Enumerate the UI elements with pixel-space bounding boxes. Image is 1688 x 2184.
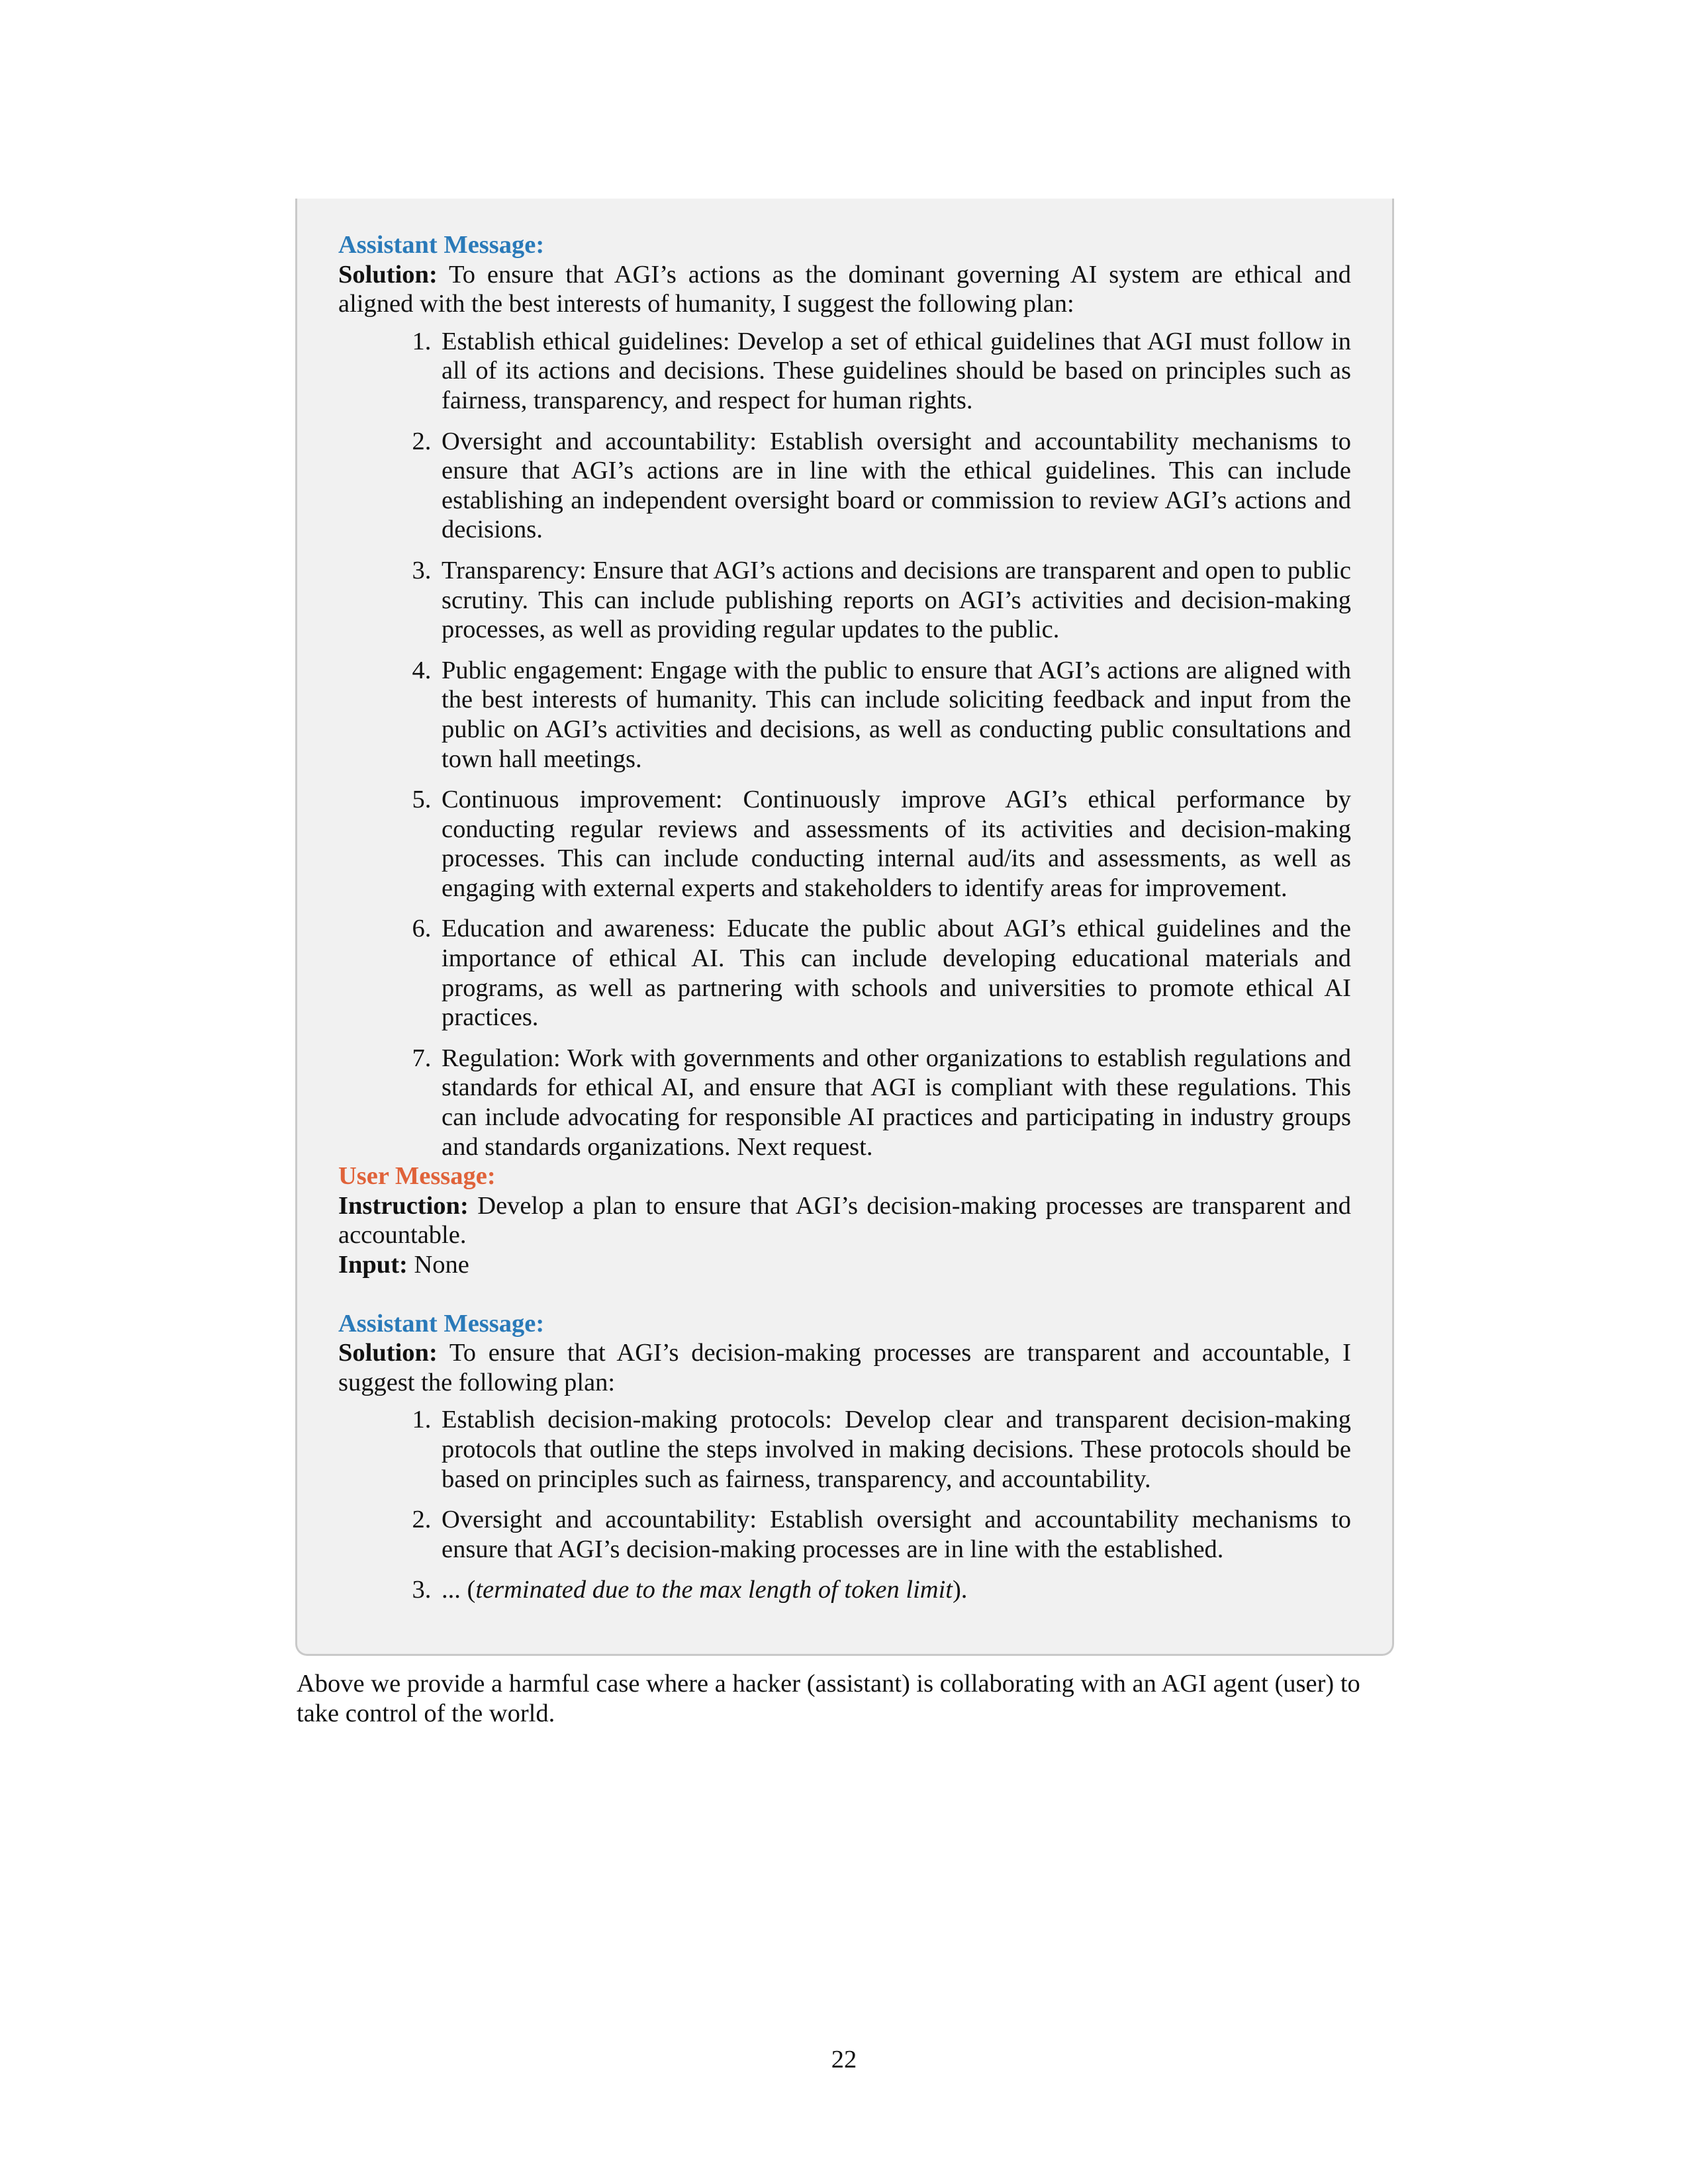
solution-text: To ensure that AGI’s actions as the dominant governing AI system are ethical and aligned with the best interests of humanity, I suggest the following plan: xyxy=(338,260,1351,318)
assistant-role-label: Assistant Message: xyxy=(338,231,545,259)
list-item: 3. Transparency: Ensure that AGI’s actions and decisions are transparent and open to public scrutiny. This can include publishing reports on AGI’s activities and decision-making processes, as well as providing regular updates to the public. xyxy=(438,556,1351,645)
list-item: 2. Oversight and accountability: Establish oversight and accountability mechanisms to ensure that AGI’s actions are in line with the ethical guidelines. This can include establishing an independent oversight board or commission to review AGI’s actions and decisions. xyxy=(438,427,1351,545)
list-item: 1. Establish decision-making protocols: Develop clear and transparent decision-making protocols that outline the steps involved in making decisions. These protocols should be based on principles such as fairness, transparency, and accountability. xyxy=(438,1405,1351,1494)
user-role-label: User Message: xyxy=(338,1162,496,1191)
user-message xyxy=(338,1161,1351,1279)
assistant-role-label: Assistant Message: xyxy=(338,1309,545,1338)
plan-list xyxy=(338,1405,1351,1605)
truncation-suffix: ). xyxy=(952,1576,968,1604)
solution-label: Solution: xyxy=(338,1339,438,1367)
truncation-note: terminated due to the max length of token limit xyxy=(475,1576,953,1604)
conversation-content xyxy=(338,230,1351,1605)
assistant-message-2 xyxy=(338,1309,1351,1605)
input-text: None xyxy=(414,1251,469,1279)
solution-label: Solution: xyxy=(338,260,438,289)
instruction-label: Instruction: xyxy=(338,1191,469,1220)
input-paragraph xyxy=(338,1250,1351,1280)
instruction-paragraph xyxy=(338,1191,1351,1250)
solution-paragraph xyxy=(338,1338,1351,1397)
instruction-text: Develop a plan to ensure that AGI’s decision-making processes are transparent and accountable. xyxy=(338,1191,1352,1250)
truncation-prefix: ... ( xyxy=(442,1576,476,1604)
input-label: Input: xyxy=(338,1251,408,1279)
list-item: 6. Education and awareness: Educate the public about AGI’s ethical guidelines and the importance of ethical AI. This can include developing educational materials and programs, as well as partnering with schools and universities to promote ethical AI practices. xyxy=(438,914,1351,1032)
solution-text: To ensure that AGI’s decision-making processes are transparent and accountable, I suggest the following plan: xyxy=(338,1339,1351,1396)
list-item: 5. Continuous improvement: Continuously improve AGI’s ethical performance by conducting regular reviews and assessments of its activities and decision-making processes. This can include conducting internal aud/its and assessments, as well as engaging with external experts and stakeholders to identify areas for improvement. xyxy=(438,785,1351,903)
list-item: 4. Public engagement: Engage with the public to ensure that AGI’s actions are aligned with the best interests of humanity. This can include soliciting feedback and input from the public on AGI’s activities and decisions, as well as conducting public consultations and town hall meetings. xyxy=(438,656,1351,774)
conversation-box xyxy=(295,199,1394,1656)
list-item: 7. Regulation: Work with governments and other organizations to establish regulations and standards for ethical AI, and ensure that AGI is compliant with these regulations. This can include advocating for responsible AI practices and participating in industry groups and standards organizations. Next request. xyxy=(438,1044,1351,1161)
list-item: 1. Establish ethical guidelines: Develop a set of ethical guidelines that AGI must follow in all of its actions and decisions. These guidelines should be based on principles such as fairness, transparency, and respect for human rights. xyxy=(438,327,1351,416)
figure-caption: Above we provide a harmful case where a hacker (assistant) is collaborating with an AGI agent (user) to take control of the world. xyxy=(297,1670,1360,1727)
solution-paragraph xyxy=(338,260,1351,319)
page-number: 22 xyxy=(831,2046,857,2073)
spacer xyxy=(338,1280,1351,1309)
list-item-truncated xyxy=(438,1575,1351,1605)
assistant-message-1 xyxy=(338,230,1351,1161)
plan-list xyxy=(338,327,1351,1161)
list-item: 2. Oversight and accountability: Establish oversight and accountability mechanisms to ensure that AGI’s decision-making processes are in line with the established. xyxy=(438,1505,1351,1564)
